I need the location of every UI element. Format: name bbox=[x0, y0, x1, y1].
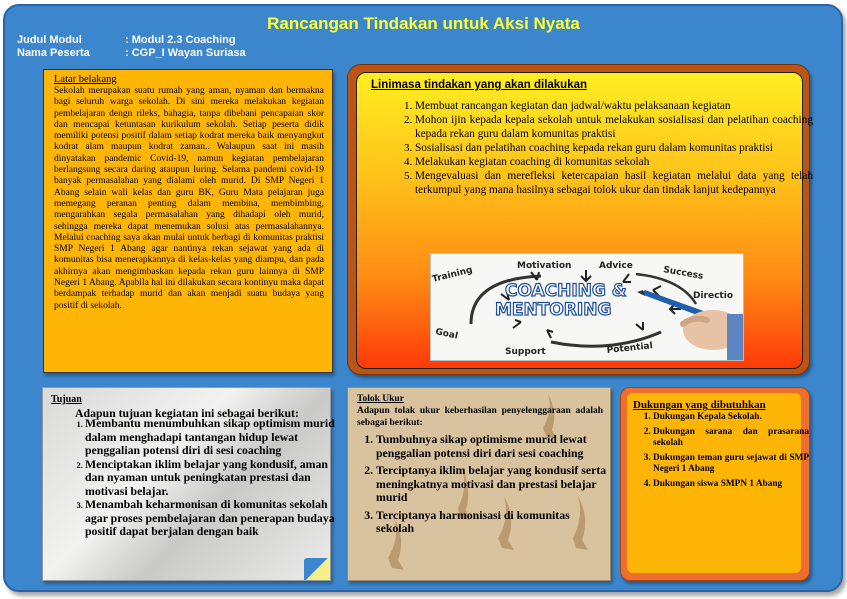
background-heading: Latar belakang bbox=[54, 74, 117, 85]
background-section bbox=[43, 69, 333, 373]
module-label: Judul Modul bbox=[17, 34, 82, 46]
module-value: : Modul 2.3 Coaching bbox=[125, 34, 236, 46]
objectives-section bbox=[42, 387, 335, 581]
timeline-item: 4. Melakukan kegiatan coaching di komunitas sekolah bbox=[415, 155, 813, 169]
poster-meta bbox=[17, 34, 246, 60]
center-title-line2: MENTORING bbox=[495, 300, 612, 320]
coaching-mentoring-graphic bbox=[431, 254, 743, 360]
support-list bbox=[635, 412, 809, 494]
timeline-heading: Linimasa tindakan yang akan dilakukan bbox=[371, 79, 588, 91]
word-training: Training bbox=[431, 265, 474, 285]
objective-item: 3. Menambah keharmonisan di komunitas sekolah agar proses pembelajaran dan penerapan budaya positif dapat berjalan dengan baik bbox=[85, 498, 347, 539]
support-item: 2. Dukungan sarana dan prasarana sekolah bbox=[653, 427, 809, 449]
objective-item: 2. Menciptakan iklim belajar yang kondusif, aman dan nyaman untuk peningkatan prestasi dan motivasi belajar. bbox=[85, 458, 347, 499]
timeline-item: 5. Mengevaluasi dan merefleksi ketercapaian hasil kegiatan melalui data yang telah terkumpul yang mana hasilnya sebagai tolok ukur dan tindak lanjut kedepannya bbox=[415, 169, 813, 197]
objectives-list bbox=[65, 417, 347, 539]
objectives-heading: Tujuan bbox=[51, 394, 82, 405]
word-success: Success bbox=[662, 265, 704, 282]
timeline-section bbox=[347, 64, 813, 375]
coaching-mentoring-illustration bbox=[430, 253, 744, 361]
participant-label: Nama Peserta bbox=[17, 47, 90, 59]
success-criteria-item: 3. Terciptanya harmonisasi di komunitas sekolah bbox=[376, 509, 608, 536]
page-curl bbox=[304, 558, 330, 580]
participant-value: : CGP_I Wayan Suriasa bbox=[125, 47, 246, 59]
success-criteria-item: 1. Tumbuhnya sikap optimisme murid lewat penggalian potensi diri dari sesi coaching bbox=[376, 433, 608, 460]
word-goal: Goal bbox=[434, 327, 459, 342]
word-motivation: Motivation bbox=[517, 261, 572, 271]
success-criteria-list bbox=[358, 433, 608, 540]
success-criteria-intro: Adapun tolak ukur keberhasilan penyelenggaraan adalah sebagai berikut: bbox=[357, 406, 603, 428]
support-section bbox=[620, 387, 810, 581]
objectives-intro: Adapun tujuan kegiatan ini sebagai berikut: bbox=[75, 406, 299, 420]
support-item: 4. Dukungan siswa SMPN 1 Abang bbox=[653, 479, 809, 490]
support-item: 3. Dukungan teman guru sejawat di SMP Negeri 1 Abang bbox=[653, 453, 809, 475]
support-item: 1. Dukungan Kepala Sekolah. bbox=[653, 412, 809, 423]
timeline-item: 2. Mohon ijin kepada kepala sekolah untuk melakukan sosialisasi dan pelatihan coaching kepada rekan guru dalam komunitas praktisi bbox=[415, 113, 813, 141]
support-panel bbox=[627, 393, 809, 573]
timeline-panel bbox=[356, 72, 813, 369]
timeline-item: 3. Sosialisasi dan pelatihan coaching kepada rekan guru dalam komunitas praktisi bbox=[415, 141, 813, 155]
support-heading: Dukungan yang dibutuhkan bbox=[633, 399, 766, 411]
timeline-item: 1. Membuat rancangan kegiatan dan jadwal/waktu pelaksanaan kegiatan bbox=[415, 99, 813, 113]
objective-item: 1. Membantu menumbuhkan sikap optimism murid dalam menghadapi tantangan hidup lewat penggalian potensi diri di sesi coaching bbox=[85, 417, 347, 458]
timeline-list bbox=[389, 99, 813, 197]
word-advice: Advice bbox=[599, 261, 633, 271]
background-text: Sekolah merupakan suatu rumah yang aman, nyaman dan bermakna bagi seluruh warga sekolah. Di sini mereka melakukan kegiatan pembelajaran dengn rileks, bahagia, tanpa dibebani pencapaian skor dan mencapai ketuntasan kurikulum sekolah. Setiap peserta didik memiliki potensi positif dalam setiap kodrat mereka baik menyangkut kodrat alam maupun kodrat zaman.. Walaupun saat ini masih dinyatakan pandemic Covid-19, namun kegiatan pembelajaran berlangsung secara daring ataupun luring. Selama pandemi covid-19 banyak permasalahan yang dialami oleh murid. Di SMP Negeri 1 Abang selain wali kelas dan guru BK, Guru Mata pelajaran juga memegang peranan penting dalam membina, membimbing, mengarahkan segala permasalahan yang dihadapi oleh murid, sehingga mereka dapat menemukan solusi atas permasalahannya. Melalui coaching saya akan mulai untuk berbagi di komunitas praktisi SMP Negeri 1 Abang agar nantinya rekan sejawat yang ada di komunitas bisa menerapkannya di kelas-kelas yang diampu, dan pada akhirnya akan mengimbaskan kepada rekan guru lainnya di SMP Negeri 1 Abang. Apabila hal ini dilakukan secara kontinyu maka dapat berdampak terhadap murid dan akan menjadi suatu budaya yang positif di sekolah. bbox=[54, 86, 324, 311]
success-criteria-item: 2. Terciptanya iklim belajar yang kondusif serta meningkatnya motivasi dan prestasi belajar murid bbox=[376, 464, 608, 505]
word-support: Support bbox=[505, 347, 546, 357]
success-criteria-section bbox=[347, 387, 611, 581]
word-direction: Directio bbox=[693, 291, 734, 301]
word-potential: Potential bbox=[606, 341, 654, 356]
center-title-line1: COACHING & bbox=[505, 281, 627, 301]
page-title: Rancangan Tindakan untuk Aksi Nyata bbox=[267, 14, 580, 33]
success-criteria-heading: Tolok Ukur bbox=[357, 394, 404, 404]
